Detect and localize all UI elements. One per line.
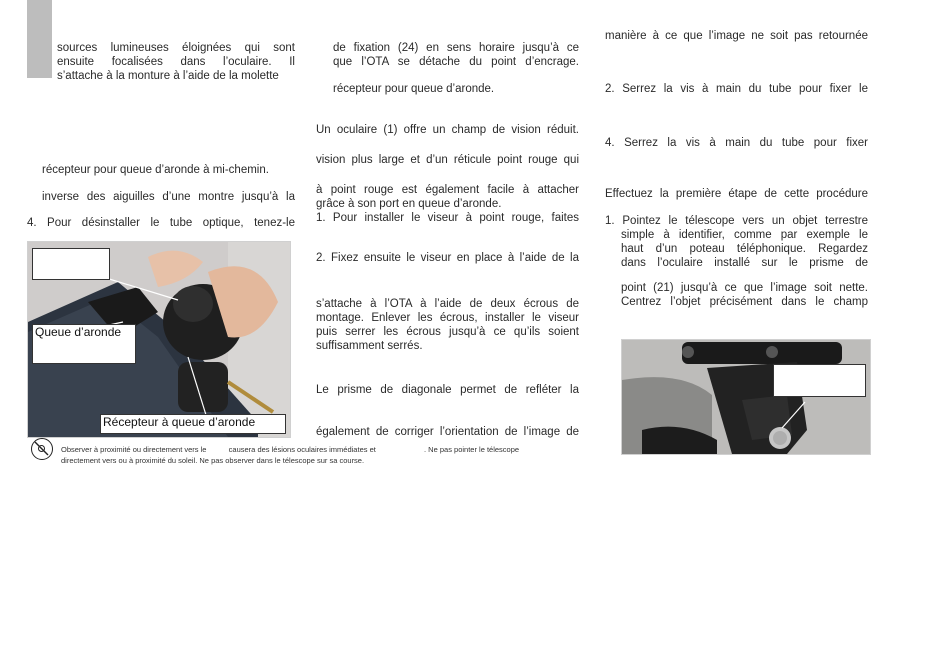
col3-line-0: manière à ce que l’image ne soit pas retournée — [605, 30, 868, 42]
col2-line-13: Le prisme de diagonale permet de refléter la — [316, 384, 579, 396]
photo-label-eyepiece — [32, 248, 110, 280]
col3-line-8: point (21) jusqu’à ce que l’image soit nette. — [621, 282, 868, 294]
sun-warning — [61, 444, 601, 466]
col2-line-11: puis serrer les écrous jusqu’à ce qu’ils soient — [316, 326, 579, 338]
col2-line-7: 1. Pour installer le viseur à point rouge, faites — [316, 212, 579, 224]
photo-label-box — [773, 364, 866, 397]
warning-line-1: Observer à proximité ou directement vers le causera des lésions oculaires immédiates et . Ne pas pointer le télescope — [61, 445, 520, 454]
col2-line-6: grâce à son port en queue d’aronde. — [316, 198, 502, 210]
col2-line-1: que l’OTA se détache du point d’encrage. — [333, 56, 579, 68]
no-sun-viewing-icon — [31, 438, 53, 460]
section-tab — [27, 0, 52, 78]
col2-line-4: vision plus large et d’un réticule point rouge qui — [316, 154, 579, 166]
dovetail-photo — [27, 241, 291, 438]
col2-line-5: à point rouge est également facile à attacher — [316, 184, 579, 196]
col3-line-3: Effectuez la première étape de cette procédure — [605, 188, 868, 200]
col3-line-1: 2. Serrez la vis à main du tube pour fixer le — [605, 83, 868, 95]
col3-line-6: haut d’un poteau téléphonique. Regardez — [621, 243, 868, 255]
col3-line-5: simple à identifier, comme par exemple le — [621, 229, 868, 241]
col2-line-8: 2. Fixez ensuite le viseur en place à l’aide de la — [316, 252, 579, 264]
col2-line-0: de fixation (24) en sens horaire jusqu’à ce — [333, 42, 579, 54]
col3-line-2: 4. Serrez la vis à main du tube pour fixer — [605, 137, 868, 149]
text-line: s’attache à la monture à l’aide de la molette — [57, 70, 279, 82]
col2-line-9: s’attache à l’OTA à l’aide de deux écrous de — [316, 298, 579, 310]
text-line: ensuite focalisées dans l’oculaire. Il — [57, 56, 295, 68]
col2-line-10: montage. Enlever les écrous, installer le viseur — [316, 312, 579, 324]
col2-line-12: suffisamment serrés. — [316, 340, 423, 352]
col1-para1 — [57, 41, 295, 83]
photo-label-dovetail-receiver: Récepteur à queue d’aronde — [100, 414, 286, 434]
col3-line-4: 1. Pointez le télescope vers un objet terrestre — [605, 215, 868, 227]
col2-line-2: récepteur pour queue d’aronde. — [333, 83, 495, 95]
finder-bracket-photo — [621, 339, 871, 455]
col3-line-7: dans l’oculaire installé sur le prisme de — [621, 257, 868, 269]
col3-line-9: Centrez l’objet précisément dans le champ — [621, 296, 868, 308]
col1-step4: 4. Pour désinstaller le tube optique, tenez-le — [27, 217, 295, 229]
finder-bracket-illustration — [622, 340, 870, 454]
photo-label-dovetail: Queue d’aronde — [32, 324, 136, 364]
text-line: sources lumineuses éloignées qui sont — [57, 42, 295, 54]
col1-para2: récepteur pour queue d’aronde à mi-chemin. — [42, 164, 269, 176]
col2-line-3: Un oculaire (1) offre un champ de vision réduit. — [316, 124, 579, 136]
col2-line-14: également de corriger l’orientation de l’image de — [316, 426, 579, 438]
col1-para3: inverse des aiguilles d’une montre jusqu’à la — [42, 191, 295, 203]
warning-line-2: directement vers ou à proximité du soleil. Ne pas observer dans le télescope sur sa course. — [61, 456, 365, 465]
